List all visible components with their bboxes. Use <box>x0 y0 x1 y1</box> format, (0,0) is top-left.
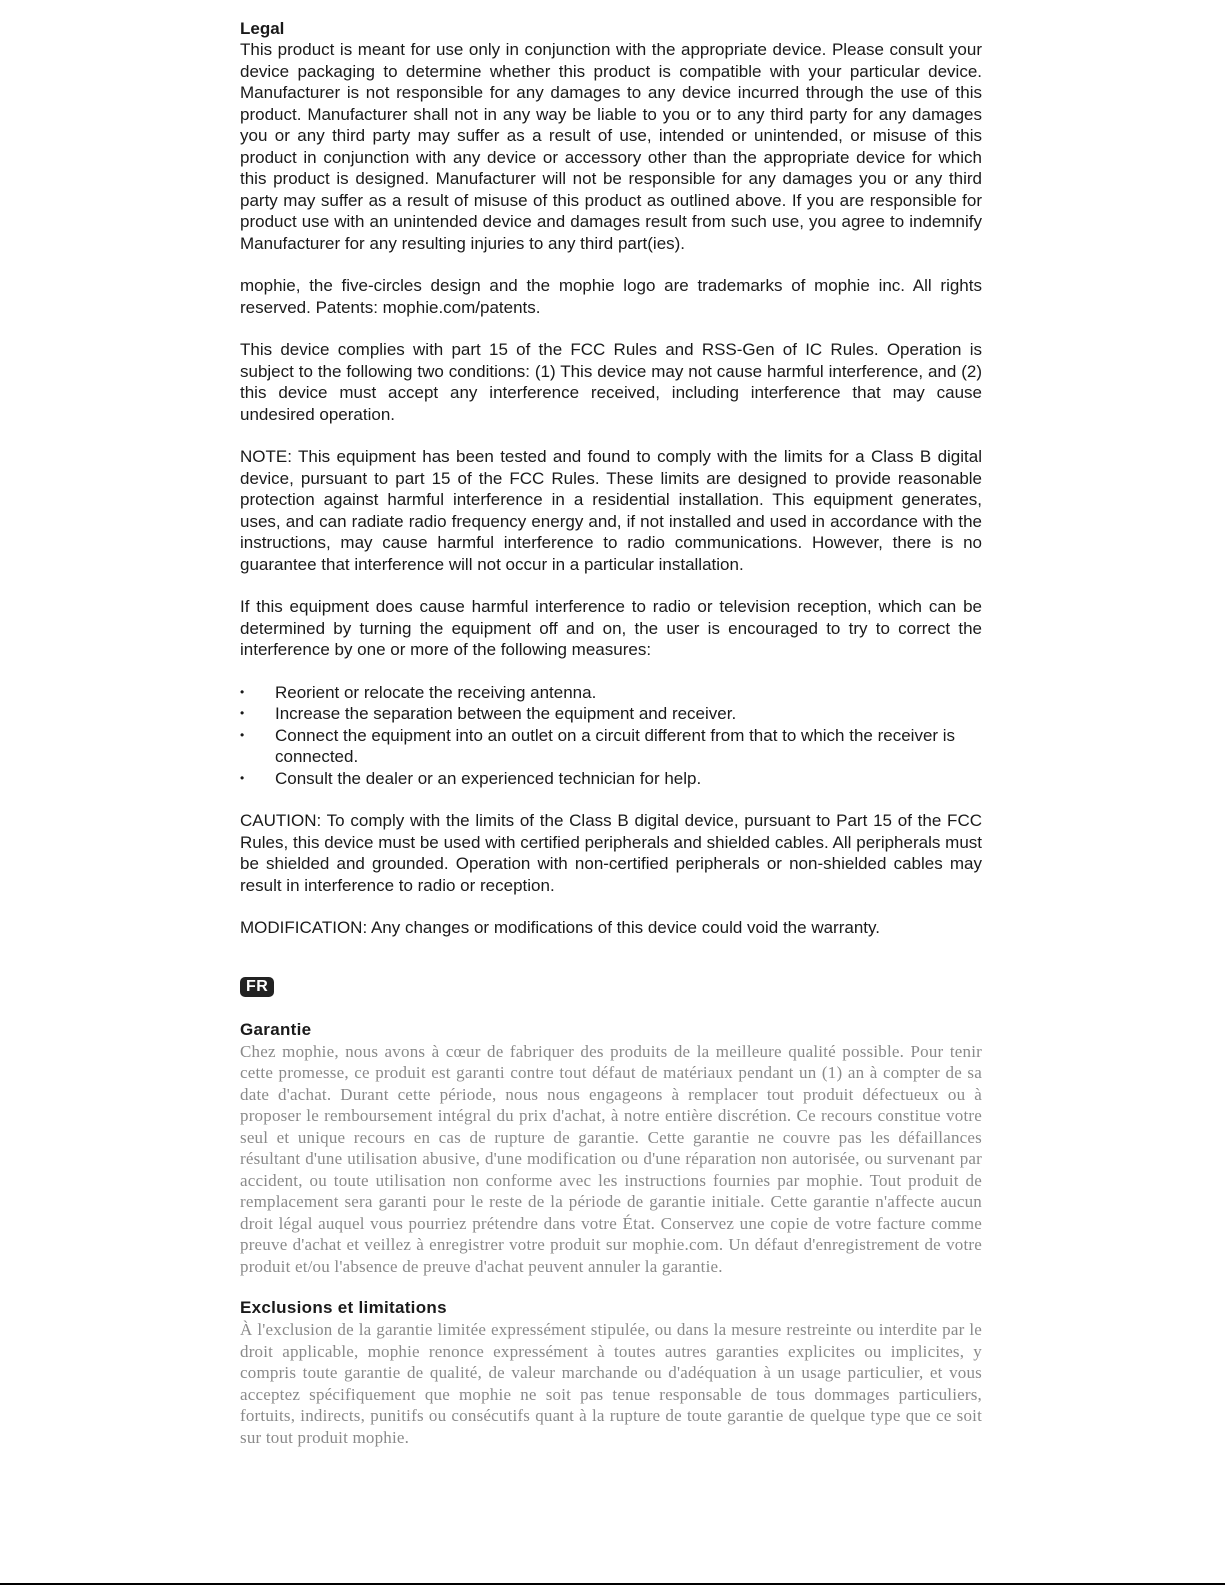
list-item: • Consult the dealer or an experienced technician for help. <box>240 768 702 788</box>
fr-language-badge: FR <box>240 977 274 997</box>
garantie-paragraph: Chez mophie, nous avons à cœur de fabriquer des produits de la meilleure qualité possible. Pour tenir cette promesse, ce produit est garanti contre tout défaut de matériaux pendant un (1) an à compter de sa date d'achat. Durant cette période, nous nous engageons à remplacer tout produit défectueux ou à proposer le remboursement intégral du prix d'achat, à notre entière discrétion. Ce recours constitue votre seul et unique recours en cas de rupture de garantie. Cette garantie ne couvre pas les défaillances résultant d'une utilisation abusive, d'une modification ou d'une réparation non autorisée, ou survenant par accident, ou toute utilisation non conforme avec les instructions fournies par mophie. Tout produit de remplacement sera garanti pour le reste de la période de garantie initiale. Cette garantie n'affecte aucun droit légal auquel vous pourriez prétendre dans votre État. Conservez une copie de votre facture comme preuve d'achat et veillez à enregistrer votre produit sur mophie.com. Un défaut d'enregistrement de votre produit et/ou l'absence de preuve d'achat peuvent annuler la garantie. <box>240 1041 982 1276</box>
legal-paragraph-trademarks: mophie, the five-circles design and the mophie logo are trademarks of mophie inc. All rights reserved. Patents: mophie.com/patents. <box>240 276 982 317</box>
interference-measures-list <box>240 682 982 790</box>
list-item: • Increase the separation between the equipment and receiver. <box>240 704 737 723</box>
garantie-heading: Garantie <box>240 1019 312 1039</box>
legal-paragraph-fcc-compliance: This device complies with part 15 of the FCC Rules and RSS-Gen of IC Rules. Operation is subject to the following two conditions: (1) This device may not cause harmful interference, and (2) this device must accept any interference received, including interference that may cause undesired operation. <box>240 340 982 424</box>
list-item: • Reorient or relocate the receiving antenna. <box>240 682 597 702</box>
legal-paragraph-caution: CAUTION: To comply with the limits of the Class B digital device, pursuant to Part 15 of the FCC Rules, this device must be used with certified peripherals and shielded cables. All peripherals must be shielded and grounded. Operation with non-certified peripherals or non-shielded cables may result in interference to radio or reception. <box>240 811 982 895</box>
document-page <box>240 18 982 1448</box>
bullet-icon: • <box>240 706 245 720</box>
list-item: • Connect the equipment into an outlet on a circuit different from that to which the receiver is connected. <box>240 725 956 766</box>
legal-paragraph-modification: MODIFICATION: Any changes or modifications of this device could void the warranty. <box>240 918 880 937</box>
bullet-icon: • <box>240 727 245 742</box>
exclusions-heading: Exclusions et limitations <box>240 1298 447 1317</box>
exclusions-paragraph: À l'exclusion de la garantie limitée expressément stipulée, ou dans la mesure restreinte ou interdite par le droit applicable, mophie renonce expressément à toutes autres garanties explicites ou implicites, y compris toute garantie de qualité, de valeur marchande ou d'adéquation à un usage particulier, et vous acceptez spécifiquement que mophie ne soit pas tenue responsable de tous dommages particuliers, fortuits, indirects, punitifs ou consécutifs quant à la rupture de toute garantie de quelque type que ce soit sur tout produit mophie. <box>240 1320 982 1447</box>
bullet-icon: • <box>240 770 245 785</box>
legal-paragraph-liability: This product is meant for use only in conjunction with the appropriate device. Please consult your device packaging to determine whether this product is compatible with your particular device. Manufacturer is not responsible for any damages to any device incurred through the use of this product. Manufacturer shall not in any way be liable to you or to any third party for any damages you or any third party may suffer as a result of use, intended or unintended, or misuse of this product in conjunction with any device or accessory other than the appropriate device for which this product is designed. Manufacturer will not be responsible for any damages you or any third party may suffer as a result of misuse of this product as outlined above. If you are responsible for product use with an unintended device and damages result from such use, you agree to indemnify Manufacturer for any resulting injuries to any third part(ies). <box>240 40 982 253</box>
legal-heading: Legal <box>240 19 285 38</box>
legal-paragraph-fcc-note: NOTE: This equipment has been tested and found to comply with the limits for a Class B digital device, pursuant to part 15 of the FCC Rules. These limits are designed to provide reasonable protection against harmful interference in a residential installation. This equipment generates, uses, and can radiate radio frequency energy and, if not installed and used in accordance with the instructions, may cause harmful interference to radio communications. However, there is no guarantee that interference will not occur in a particular installation. <box>240 447 982 574</box>
bullet-icon: • <box>240 684 245 699</box>
legal-paragraph-interference: If this equipment does cause harmful interference to radio or television reception, which can be determined by turning the equipment off and on, the user is encouraged to try to correct the interference by one or more of the following measures: <box>240 597 982 659</box>
